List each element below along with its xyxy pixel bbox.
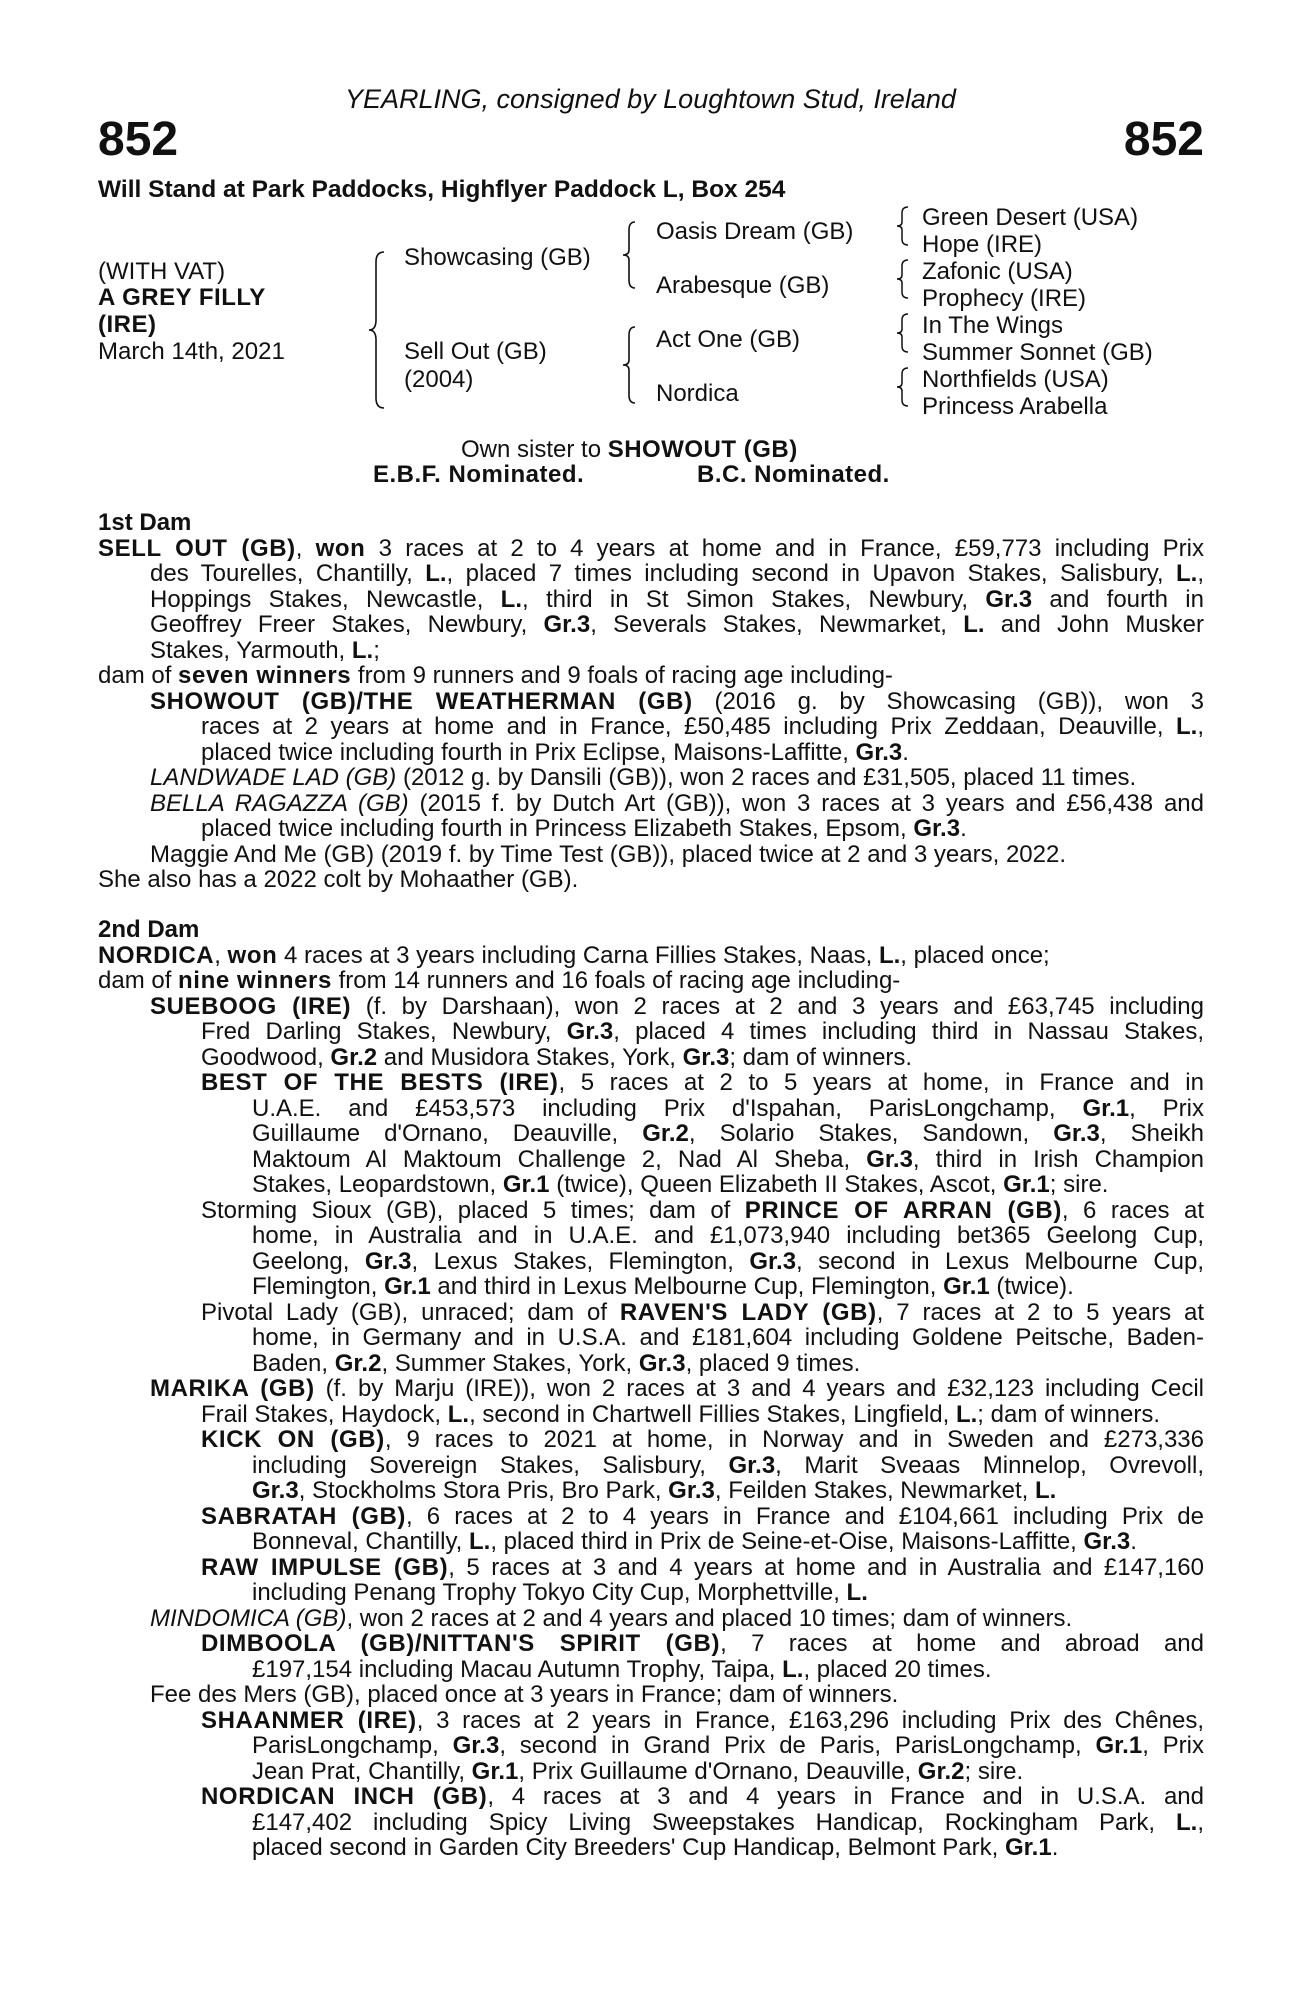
date-of-birth: March 14th, 2021 — [98, 338, 285, 365]
dam-dam: Nordica — [656, 380, 739, 407]
second-dam-line: NORDICA, won 4 races at 3 years including Carna Fillies Stakes, Naas, L., placed once; — [98, 941, 1050, 969]
vat-label: (WITH VAT) — [98, 258, 226, 285]
first-dam-line: dam of seven winners from 9 runners and 9 foals of racing age including- — [98, 662, 893, 689]
first-dam-section — [98, 510, 1204, 893]
second-dam-line: Guillaume d'Ornano, Deauville, Gr.2, Solario Stakes, Sandown, Gr.3, Sheikh — [252, 1121, 1204, 1147]
second-dam-line: including Sovereign Stakes, Salisbury, Gr.3, Marit Sveaas Minnelop, Ovrevoll, — [252, 1452, 1204, 1478]
first-dam-line: des Tourelles, Chantilly, L., placed 7 times including second in Upavon Stakes, Salisbury, L., — [150, 561, 1204, 587]
second-dam-line: Maktoum Al Maktoum Challenge 2, Nad Al Sheba, Gr.3, third in Irish Champion — [252, 1146, 1204, 1172]
first-dam-line: races at 2 years at home and in France, £50,485 including Prix Zeddaan, Deauville, L., — [201, 714, 1204, 740]
second-dam-line: Flemington, Gr.1 and third in Lexus Melbourne Cup, Flemington, Gr.1 (twice). — [252, 1273, 1074, 1300]
second-dam-line: placed second in Garden City Breeders' Cup Handicap, Belmont Park, Gr.1. — [252, 1834, 1059, 1861]
second-dam-line: Jean Prat, Chantilly, Gr.1, Prix Guillaume d'Ornano, Deauville, Gr.2; sire. — [252, 1757, 1024, 1785]
first-dam-line: Hoppings Stakes, Newcastle, L., third in St Simon Stakes, Newbury, Gr.3 and fourth in — [150, 586, 1204, 612]
second-dam-line: SABRATAH (GB), 6 races at 2 to 4 years in France and £104,661 including Prix de — [201, 1503, 1204, 1529]
sire: Showcasing (GB) — [404, 244, 591, 271]
great-grandparent-2: Hope (IRE) — [922, 231, 1043, 258]
first-dam-line: Geoffrey Freer Stakes, Newbury, Gr.3, Severals Stakes, Newmarket, L. and John Musker — [150, 612, 1204, 638]
second-dam-line: Frail Stakes, Haydock, L., second in Chartwell Fillies Stakes, Lingfield, L.; dam of winners. — [201, 1400, 1161, 1428]
second-dam-line: Stakes, Leopardstown, Gr.1 (twice), Queen Elizabeth II Stakes, Ascot, Gr.1; sire. — [252, 1171, 1109, 1198]
second-dam-line: Bonneval, Chantilly, L., placed third in Prix de Seine-et-Oise, Maisons-Laffitte, Gr.3. — [252, 1528, 1137, 1555]
second-dam-line: Storming Sioux (GB), placed 5 times; dam of PRINCE OF ARRAN (GB), 6 races at — [201, 1197, 1204, 1223]
ebf-nominated: E.B.F. Nominated. — [373, 461, 585, 488]
second-dam-line: Baden, Gr.2, Summer Stakes, York, Gr.3, placed 9 times. — [252, 1349, 861, 1377]
great-grandparent-6: Summer Sonnet (GB) — [922, 339, 1153, 366]
great-grandparent-7: Northfields (USA) — [922, 366, 1109, 393]
second-dam-line: MINDOMICA (GB), won 2 races at 2 and 4 years and placed 10 times; dam of winners. — [150, 1604, 1073, 1632]
pedigree-bracket-main — [368, 250, 388, 410]
first-dam-line: Stakes, Yarmouth, L.; — [150, 636, 380, 664]
pedigree-bracket-g4 — [896, 366, 910, 408]
second-dam-line: Fred Darling Stakes, Newbury, Gr.3, placed 4 times including third in Nassau Stakes, — [201, 1019, 1204, 1045]
first-dam-line: placed twice including fourth in Prix Eclipse, Maisons-Laffitte, Gr.3. — [201, 738, 909, 766]
consignment-line: YEARLING, consigned by Loughtown Stud, Ireland — [345, 84, 956, 114]
second-dam-line: Geelong, Gr.3, Lexus Stakes, Flemington, Gr.3, second in Lexus Melbourne Cup, — [252, 1248, 1204, 1274]
sire-sire: Oasis Dream (GB) — [656, 218, 854, 245]
second-dam-line: Pivotal Lady (GB), unraced; dam of RAVEN'S LADY (GB), 7 races at 2 to 5 years at — [201, 1299, 1204, 1325]
horse-name-line1: A GREY FILLY — [98, 284, 266, 311]
second-dam-line: RAW IMPULSE (GB), 5 races at 3 and 4 years at home and in Australia and £147,160 — [201, 1554, 1204, 1580]
second-dam-line: £197,154 including Macau Autumn Trophy, Taipa, L., placed 20 times. — [252, 1655, 992, 1683]
own-sister-note — [461, 436, 798, 464]
first-dam-line: LANDWADE LAD (GB) (2012 g. by Dansili (GB)), won 2 races and £31,505, placed 11 times. — [150, 764, 1137, 791]
second-dam-line: U.A.E. and £453,573 including Prix d'Ispahan, ParisLongchamp, Gr.1, Prix — [252, 1095, 1204, 1121]
second-dam-line: £147,402 including Spicy Living Sweepstakes Handicap, Rockingham Park, L., — [252, 1809, 1204, 1835]
lot-number-right: 852 — [1123, 113, 1204, 166]
bc-nominated: B.C. Nominated. — [697, 461, 890, 488]
second-dam-line: Gr.3, Stockholms Stora Pris, Bro Park, Gr.3, Feilden Stakes, Newmarket, L. — [252, 1477, 1057, 1504]
second-dam-line: home, in Australia and in U.A.E. and £1,073,940 including bet365 Geelong Cup, — [252, 1223, 1204, 1249]
pedigree-bracket-dam — [622, 325, 638, 405]
dam: Sell Out (GB) — [404, 338, 547, 365]
second-dam-line: KICK ON (GB), 9 races to 2021 at home, in Norway and in Sweden and £273,336 — [201, 1427, 1204, 1453]
great-grandparent-3: Zafonic (USA) — [922, 258, 1073, 285]
sire-dam: Arabesque (GB) — [656, 272, 830, 299]
first-dam-line: She also has a 2022 colt by Mohaather (GB). — [98, 866, 579, 893]
pedigree-bracket-g1 — [896, 205, 910, 247]
second-dam-line: Fee des Mers (GB), placed once at 3 years in France; dam of winners. — [150, 1681, 899, 1708]
great-grandparent-8: Princess Arabella — [922, 393, 1108, 420]
great-grandparent-4: Prophecy (IRE) — [922, 285, 1087, 312]
great-grandparent-5: In The Wings — [922, 312, 1063, 339]
second-dam-line: dam of nine winners from 14 runners and 16 foals of racing age including- — [98, 967, 901, 994]
dam-year: (2004) — [404, 366, 474, 393]
stand-location: Will Stand at Park Paddocks, Highflyer Paddock L, Box 254 — [98, 176, 786, 203]
second-dam-line: MARIKA (GB) (f. by Marju (IRE)), won 2 races at 3 and 4 years and £32,123 including Cecil — [150, 1376, 1204, 1402]
first-dam-line: SHOWOUT (GB)/THE WEATHERMAN (GB) (2016 g. by Showcasing (GB)), won 3 — [150, 688, 1204, 714]
first-dam-line: BELLA RAGAZZA (GB) (2015 f. by Dutch Art (GB)), won 3 races at 3 years and £56,438 and — [150, 790, 1204, 816]
first-dam-line: SELL OUT (GB), won 3 races at 2 to 4 years at home and in France, £59,773 including Prix — [98, 535, 1204, 561]
first-dam-heading: 1st Dam — [98, 509, 192, 536]
second-dam-section — [98, 917, 1204, 1861]
pedigree-bracket-sire — [622, 220, 638, 290]
second-dam-line: DIMBOOLA (GB)/NITTAN'S SPIRIT (GB), 7 races at home and abroad and — [201, 1631, 1204, 1657]
own-sister-prefix: Own sister to — [461, 436, 608, 463]
second-dam-line: SHAANMER (IRE), 3 races at 2 years in France, £163,296 including Prix des Chênes, — [201, 1707, 1204, 1733]
own-sister-name: SHOWOUT (GB) — [607, 436, 798, 463]
second-dam-heading: 2nd Dam — [98, 916, 200, 943]
dam-sire: Act One (GB) — [656, 326, 801, 353]
second-dam-line: NORDICAN INCH (GB), 4 races at 3 and 4 years in France and in U.S.A. and — [201, 1784, 1204, 1810]
second-dam-line: SUEBOOG (IRE) (f. by Darshaan), won 2 races at 2 and 3 years and £63,745 including — [150, 993, 1204, 1019]
first-dam-line: Maggie And Me (GB) (2019 f. by Time Test (GB)), placed twice at 2 and 3 years, 2022. — [150, 840, 1066, 868]
lot-number-left: 852 — [98, 113, 179, 166]
pedigree-bracket-g3 — [896, 312, 910, 354]
horse-name-line2: (IRE) — [98, 311, 157, 338]
great-grandparent-1: Green Desert (USA) — [922, 204, 1139, 231]
pedigree-bracket-g2 — [896, 258, 910, 300]
first-dam-line: placed twice including fourth in Princess Elizabeth Stakes, Epsom, Gr.3. — [201, 815, 967, 842]
second-dam-line: ParisLongchamp, Gr.3, second in Grand Prix de Paris, ParisLongchamp, Gr.1, Prix — [252, 1733, 1204, 1759]
second-dam-line: BEST OF THE BESTS (IRE), 5 races at 2 to 5 years at home, in France and in — [201, 1070, 1204, 1096]
second-dam-line: Goodwood, Gr.2 and Musidora Stakes, York, Gr.3; dam of winners. — [201, 1043, 913, 1071]
second-dam-line: including Penang Trophy Tokyo City Cup, Morphettville, L. — [252, 1579, 868, 1606]
second-dam-line: home, in Germany and in U.S.A. and £181,604 including Goldene Peitsche, Baden- — [252, 1325, 1204, 1351]
